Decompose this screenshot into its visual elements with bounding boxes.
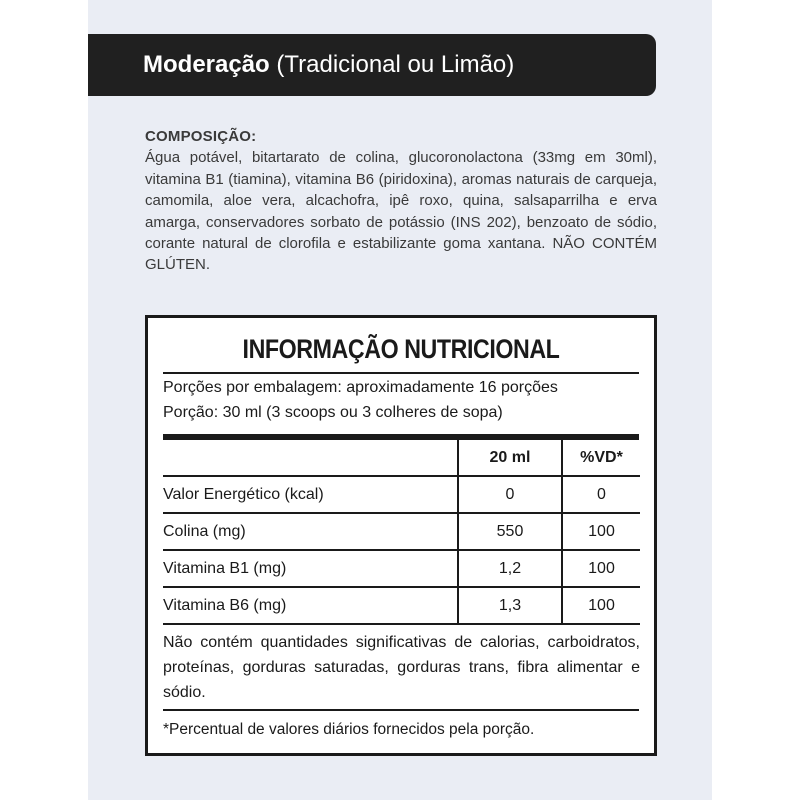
header-dv: %VD* (562, 440, 640, 476)
nutrient-name: Vitamina B6 (mg) (163, 587, 458, 624)
composition-text: Água potável, bitartarato de colina, glucoronolactona (33mg em 30ml), vitamina B1 (tiamina), vitamina B6 (piridoxina), aromas naturais de carqueja, camomila, aloe vera, alcachofra, ipê roxo, quina, salsaparrilha e erva amarga, conservadores sorbato de potássio (INS 202), benzoato de sódio, corante natural de clorofila e estabilizante goma xantana. NÃO CONTÉM GLÚTEN. (145, 149, 657, 274)
table-row (163, 587, 640, 624)
divider (163, 709, 639, 711)
nutrient-name: Vitamina B1 (mg) (163, 550, 458, 587)
servings-per-package: Porções por embalagem: aproximadamente 16 porções (163, 379, 558, 396)
nutrition-facts-panel (145, 315, 657, 756)
nutrient-amount: 1,2 (458, 550, 562, 587)
serving-size: Porção: 30 ml (3 scoops ou 3 colheres de sopa) (163, 404, 503, 421)
nutrient-name: Colina (mg) (163, 513, 458, 550)
nutrient-name: Valor Energético (kcal) (163, 476, 458, 513)
header-empty-cell (163, 440, 458, 476)
header-amount: 20 ml (458, 440, 562, 476)
table-row (163, 513, 640, 550)
product-variant: (Tradicional ou Limão) (276, 51, 515, 78)
daily-value-note: *Percentual de valores diários fornecidos pela porção. (163, 721, 535, 738)
composition-heading: COMPOSIÇÃO: (145, 128, 257, 145)
nutrient-amount: 550 (458, 513, 562, 550)
nutrition-notice: Não contém quantidades significativas de calorias, carboidratos, proteínas, gorduras saturadas, gorduras trans, fibra alimentar e sódio. (163, 634, 640, 701)
nutrient-dv: 100 (562, 513, 640, 550)
nutrient-dv: 100 (562, 550, 640, 587)
divider (163, 372, 639, 374)
nutrition-title: INFORMAÇÃO NUTRICIONAL (242, 334, 560, 364)
nutrient-dv: 100 (562, 587, 640, 624)
composition-section (145, 126, 657, 276)
table-row (163, 550, 640, 587)
product-name: Moderação (143, 51, 270, 78)
nutrition-table (163, 440, 640, 625)
table-header-row (163, 440, 640, 476)
nutrient-dv: 0 (562, 476, 640, 513)
nutrient-amount: 0 (458, 476, 562, 513)
table-row (163, 476, 640, 513)
nutrient-amount: 1,3 (458, 587, 562, 624)
product-header (88, 34, 656, 96)
